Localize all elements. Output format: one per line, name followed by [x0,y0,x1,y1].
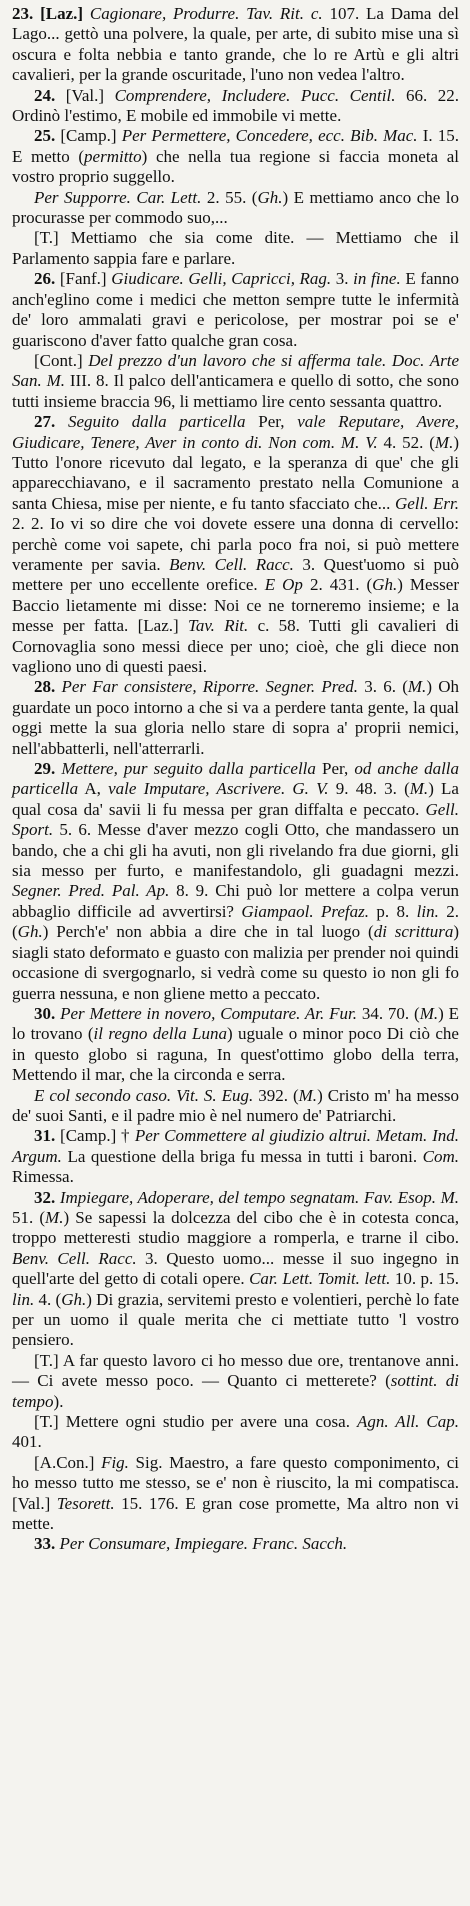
italic-text: M. [298,1085,318,1105]
italic-text: lin. [12,1289,35,1309]
body-text: [Cont.] [34,350,89,370]
body-text: Per, [245,412,298,432]
sense-number: 23. [Laz.] [12,4,90,23]
italic-text: vale Reputare, Avere, Giudicare, Tenere, Aver in conto di. Non com. M. V. [12,412,459,452]
italic-text: Agn. All. Cap. [356,1412,459,1432]
body-text: Per, [315,759,355,779]
entry-paragraph-p24 [12,86,459,127]
body-text: 9. 48. 3. ( [328,779,410,799]
italic-text: Tesorett. [56,1493,115,1513]
sense-number: 28. [34,677,62,697]
body-text: [T.] A far questo lavoro ci ho messo due ore, trentanove anni. — Ci avete messo poco. — Quanto ci metterete? ( [12,1350,459,1391]
body-text: [Camp.] [60,126,122,146]
body-text: ) E lo trovano ( [12,1003,459,1044]
body-text: 10. p. 15. [390,1269,460,1289]
italic-text: Per Consumare, Impiegare. Franc. Sacch. [59,1534,348,1554]
body-text: 15. 176. E gran cose promette, Ma altro non vi mette. [12,1493,459,1534]
italic-text: M. [407,677,427,697]
body-text: III. 8. Il palco dell'anticamera e quello di sotto, che sono tutti insieme braccia 96, li mettiamo lire cento sessanta quattro. [12,371,459,411]
body-text: 66. 22. Ordinò l'estimo, E mobile ed immobile vi mette. [12,85,460,126]
body-text: 3. 6. ( [358,677,408,697]
italic-text: Fig. [101,1452,129,1472]
italic-text: Mettere, pur seguito dalla particella [61,759,316,779]
body-text: 401. [12,1432,42,1452]
body-text: [Val.] [65,85,115,105]
italic-text: sottint. di tempo [12,1371,460,1411]
body-text: 2. 55. ( [201,187,258,207]
italic-text: M. [409,779,429,799]
italic-text: di scrittura [373,922,454,942]
italic-text: M. [434,432,454,452]
entry-paragraph-p26 [12,269,459,351]
entry-paragraph-p25 [12,126,459,187]
entry-paragraph-p32d [12,1453,459,1535]
body-text: 51. ( [12,1207,46,1227]
body-text: ) La qual cosa da' savii li fu messa per gran diffalta e peccato. [12,779,459,819]
body-text: c. 58. Tutti gli cavalieri di Cornovaglia sono messi diece per uno; cioè, che gli diece non vagliono uno di questi paesi. [12,616,459,676]
body-text: ). [53,1391,64,1411]
sense-number: 24. [34,85,66,105]
body-text: A, [78,779,109,799]
italic-text: Per Supporre. Car. Lett. [34,187,202,207]
italic-text: Gell. Err. [394,493,459,513]
body-text: ) Perch'e' non abbia a dire che in tal luogo ( [42,922,374,942]
italic-text: od anche dalla particella [12,759,460,799]
italic-text: E Op [264,575,303,595]
body-text: 392. ( [253,1085,299,1105]
body-text: ) Cristo m' ha messo de' suoi Santi, e il padre mio è nel numero de' Patriarchi. [12,1085,459,1125]
body-text: 4. ( [34,1289,62,1309]
italic-text: il regno della Luna [93,1024,228,1044]
body-text: Sig. Maestro, a fare questo componimento, ci ho messo tutto me stesso, se e' non è riuscito, la mi compatisca. [Val.] [12,1452,459,1513]
body-text: 2. 2. Io vi so dire che voi dovete essere una donna di cervello: perchè come voi sapete, chi parla poco fra noi, si può mettere veramente per savia. [12,514,459,574]
body-text: ) che nella tua regione si faccia moneta al vostro proprio suggello. [12,146,459,187]
entry-paragraph-p27 [12,412,459,677]
entry-paragraph-p23 [12,4,459,86]
body-text: 107. La Dama del Lago... gettò una polvere, la quale, per arte, di subito mise una sì oscura e folta nebbia e tanto grande, che lo re Artù e gli altri cavalieri, per la grande oscuritade, l'uno non vedea l'altro. [12,4,459,85]
body-text: [T.] Mettiamo che sia come dite. — Mettiamo che il Parlamento sappia fare e parlare. [12,228,459,268]
body-text: [T.] Mettere ogni studio per avere una cosa. [34,1412,357,1432]
italic-text: Per Mettere in novero, Computare. Ar. Fur. [60,1003,357,1023]
italic-text: Gell. Sport. [12,799,459,840]
entry-paragraph-p25b [12,188,459,229]
sense-number: 32. [34,1187,60,1207]
body-text: 8. 9. Chi può lor mettere a colpa verun abbaglio difficile ad avvertirsi? [12,881,460,921]
body-text: ) siagli stato deformato e guasto con malizia per prender noi quindi occasione di svergognarlo, si vedrà come su questo io non gli fo guerra nessuna, e non gliene metto a peccato. [12,922,459,1003]
italic-text: Per Permettere, Concedere, ecc. Bib. Mac. [121,126,418,146]
entry-paragraph-p31 [12,1126,459,1187]
body-text: ) uguale o minor poco Di ciò che in questo globo si raguna, In quest'ottimo globo della terra, Mettendo il mar, che la circonda e serra. [12,1024,459,1085]
italic-text: M. [45,1207,64,1227]
sense-number: 26. [34,269,60,289]
body-text: p. 8. [369,901,417,921]
body-text: ) E mettiamo anco che lo procurasse per commodo suo,... [12,187,459,228]
italic-text: Giudicare. Gelli, Capricci, Rag. [111,269,332,289]
italic-text: lin. [416,901,439,921]
italic-text: Car. Lett. Tomit. lett. [249,1269,391,1289]
body-text: [Fanf.] [59,269,112,289]
entry-paragraph-p33 [12,1534,459,1554]
italic-text: Per Far consistere, Riporre. Segner. Pred. [61,677,359,697]
entry-paragraph-p30 [12,1004,459,1086]
italic-text: Gh. [61,1289,87,1309]
entry-paragraph-p25c [12,228,459,269]
body-text: ) Tutto l'onore ricevuto dal legato, e la speranza di que' che gli apparecchiavano, e il sacramento prestato nella Comunione a santa Chiesa, mise per niente, e fu tanto sfacciato che... [12,432,459,513]
body-text: I. 15. E metto ( [12,126,460,166]
italic-text: in fine. [353,269,401,289]
italic-text: vale Imputare, Ascrivere. G. V. [108,779,329,799]
sense-number: 30. [34,1003,61,1023]
body-text: 2. ( [12,901,459,942]
body-text: 34. 70. ( [357,1003,420,1023]
italic-text: Seguito dalla particella [68,412,246,432]
sense-number: 29. [34,759,62,779]
entry-paragraph-p32 [12,1188,459,1351]
entry-paragraph-p29 [12,759,459,1004]
body-text: La questione della briga fu messa in tutti i baroni. [61,1146,423,1166]
body-text: 3. [331,269,354,289]
italic-text: Gh. [372,575,398,595]
body-text: ) Oh guardate un poco intorno a che si va a perdere tanta gente, la qual oggi mette la sua gloria nello stare di sopra a' proprii nemici, nell'abbatterli, nell'atterrarli. [12,677,459,758]
italic-text: Gh. [17,922,43,942]
body-text: ) Messer Baccio lietamente mi disse: Noi ce ne torneremo insieme; e la messe per fatta. [Laz.] [12,575,459,636]
italic-text: Tav. Rit. [187,616,249,636]
italic-text: Benv. Cell. Racc. [12,1248,137,1268]
entry-paragraph-p26b [12,351,459,412]
body-text: 3. Questo uomo... messe il suo ingegno in quell'arte del getto di cotali opere. [12,1248,459,1289]
italic-text: Comprendere, Includere. Pucc. Centil. [114,85,396,105]
sense-number: 27. [34,412,68,432]
body-text: 2. 431. ( [302,575,373,595]
body-text: ) Di grazia, servitemi presto e volentieri, perchè lo fate per un uomo il quale merita che ci mettiate tutto 'l vostro pensiero. [12,1289,459,1350]
body-text: [A.Con.] [34,1452,102,1472]
italic-text: Per Commettere al giudizio altrui. Metam. Ind. Argum. [12,1126,459,1166]
italic-text: Giampaol. Prefaz. [241,901,369,921]
italic-text: Cagionare, Produrre. Tav. Rit. c. [89,4,323,23]
body-text: 4. 52. ( [377,432,435,452]
body-text: E fanno anch'eglino come i medici che metton sempre tutte le infermità de' loro ammalati gravi e pericolose, per mostrar poi se e' guariscono d'aver fatto qualche gran cosa. [12,269,460,350]
italic-text: M. [419,1003,439,1023]
body-text: [Camp.] † [60,1126,135,1146]
entry-paragraph-p32b [12,1351,459,1412]
italic-text: Com. [422,1146,459,1166]
sense-number: 33. [34,1534,60,1554]
italic-text: Del prezzo d'un lavoro che si afferma tale. Doc. Arte San. M. [12,350,459,391]
entry-paragraph-p28 [12,677,459,759]
body-text: Rimessa. [12,1167,74,1187]
entry-paragraph-p32c [12,1412,459,1453]
italic-text: permitto [84,146,142,166]
body-text: 5. 6. Messe d'aver mezzo cogli Otto, che mandassero un bando, che a chi gli ha avuti, non gli rivelando fra due giorni, gli sia messo per furto, e manifestandolo, gli guadagni mezzi. [12,820,459,881]
body-text: ) Se sapessi la dolcezza del cibo che è in cotesta conca, troppo metteresti studio maggiore a romperla, e trarne il cibo. [12,1207,459,1248]
italic-text: Segner. Pred. Pal. Ap. [12,881,170,901]
sense-number: 25. [34,126,61,146]
italic-text: Impiegare, Adoperare, del tempo segnatam. Fav. Esop. M. [59,1187,460,1207]
italic-text: Benv. Cell. Racc. [169,554,294,574]
italic-text: E col secondo caso. Vit. S. Eug. [34,1085,254,1105]
body-text: 3. Quest'uomo si può mettere per uno eccellente orefice. [12,554,459,595]
entry-paragraph-p30b [12,1086,459,1127]
sense-number: 31. [34,1126,61,1146]
italic-text: Gh. [257,187,283,207]
